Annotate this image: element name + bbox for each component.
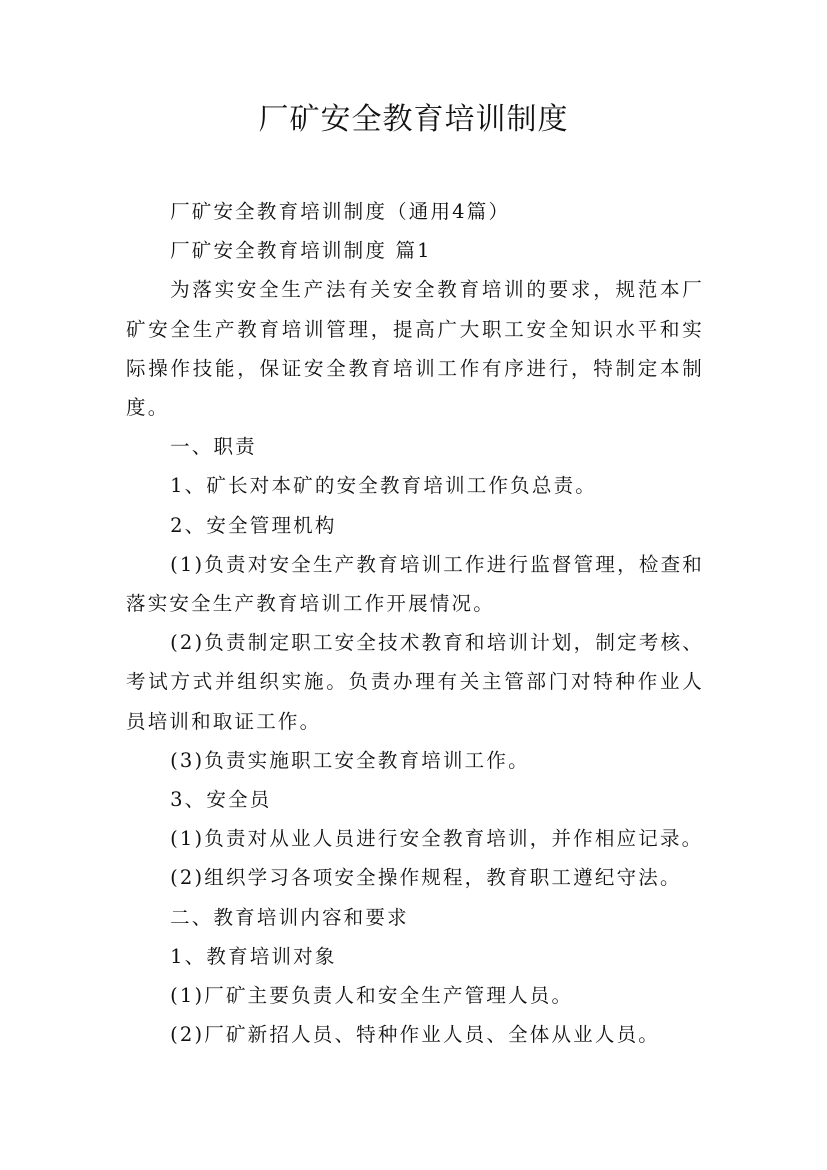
document-body	[126, 192, 704, 1054]
paragraph-item: (1)负责对从业人员进行安全教育培训，并作相应记录。	[170, 827, 704, 851]
paragraph-item: (1)厂矿主要负责人和安全生产管理人员。	[170, 984, 574, 1008]
paragraph-item: 2、安全管理机构	[170, 513, 337, 537]
document-title: 厂矿安全教育培训制度	[258, 102, 569, 137]
paragraph-section-heading: 厂矿安全教育培训制度 篇1	[170, 239, 432, 263]
paragraph-intro: 为落实安全生产法有关安全教育培训的要求，规范本厂矿安全生产教育培训管理，提高广大职工安全知识水平和实际操作技能，保证安全教育培训工作有序进行，特制定本制度。	[126, 278, 704, 420]
paragraph-item: (2)厂矿新招人员、特种作业人员、全体从业人员。	[170, 1023, 660, 1047]
paragraph-item: (1)负责对安全生产教育培训工作进行监督管理，检查和落实安全生产教育培训工作开展情况。	[126, 552, 704, 616]
paragraph-item: (3)负责实施职工安全教育培训工作。	[170, 748, 530, 772]
paragraph-item: 1、教育培训对象	[170, 944, 337, 968]
paragraph-item: (2)组织学习各项安全操作规程，教育职工遵纪守法。	[170, 866, 682, 890]
paragraph-item: 3、安全员	[170, 788, 272, 812]
paragraph-heading-content: 二、教育培训内容和要求	[170, 905, 409, 929]
paragraph-item: (2)负责制定职工安全技术教育和培训计划，制定考核、考试方式并组织实施。负责办理有关主管部门对特种作业人员培训和取证工作。	[126, 631, 704, 733]
paragraph-item: 1、矿长对本矿的安全教育培训工作负总责。	[170, 474, 597, 498]
paragraph-heading-duties: 一、职责	[170, 435, 257, 459]
paragraph-subtitle: 厂矿安全教育培训制度（通用4篇）	[170, 200, 511, 223]
